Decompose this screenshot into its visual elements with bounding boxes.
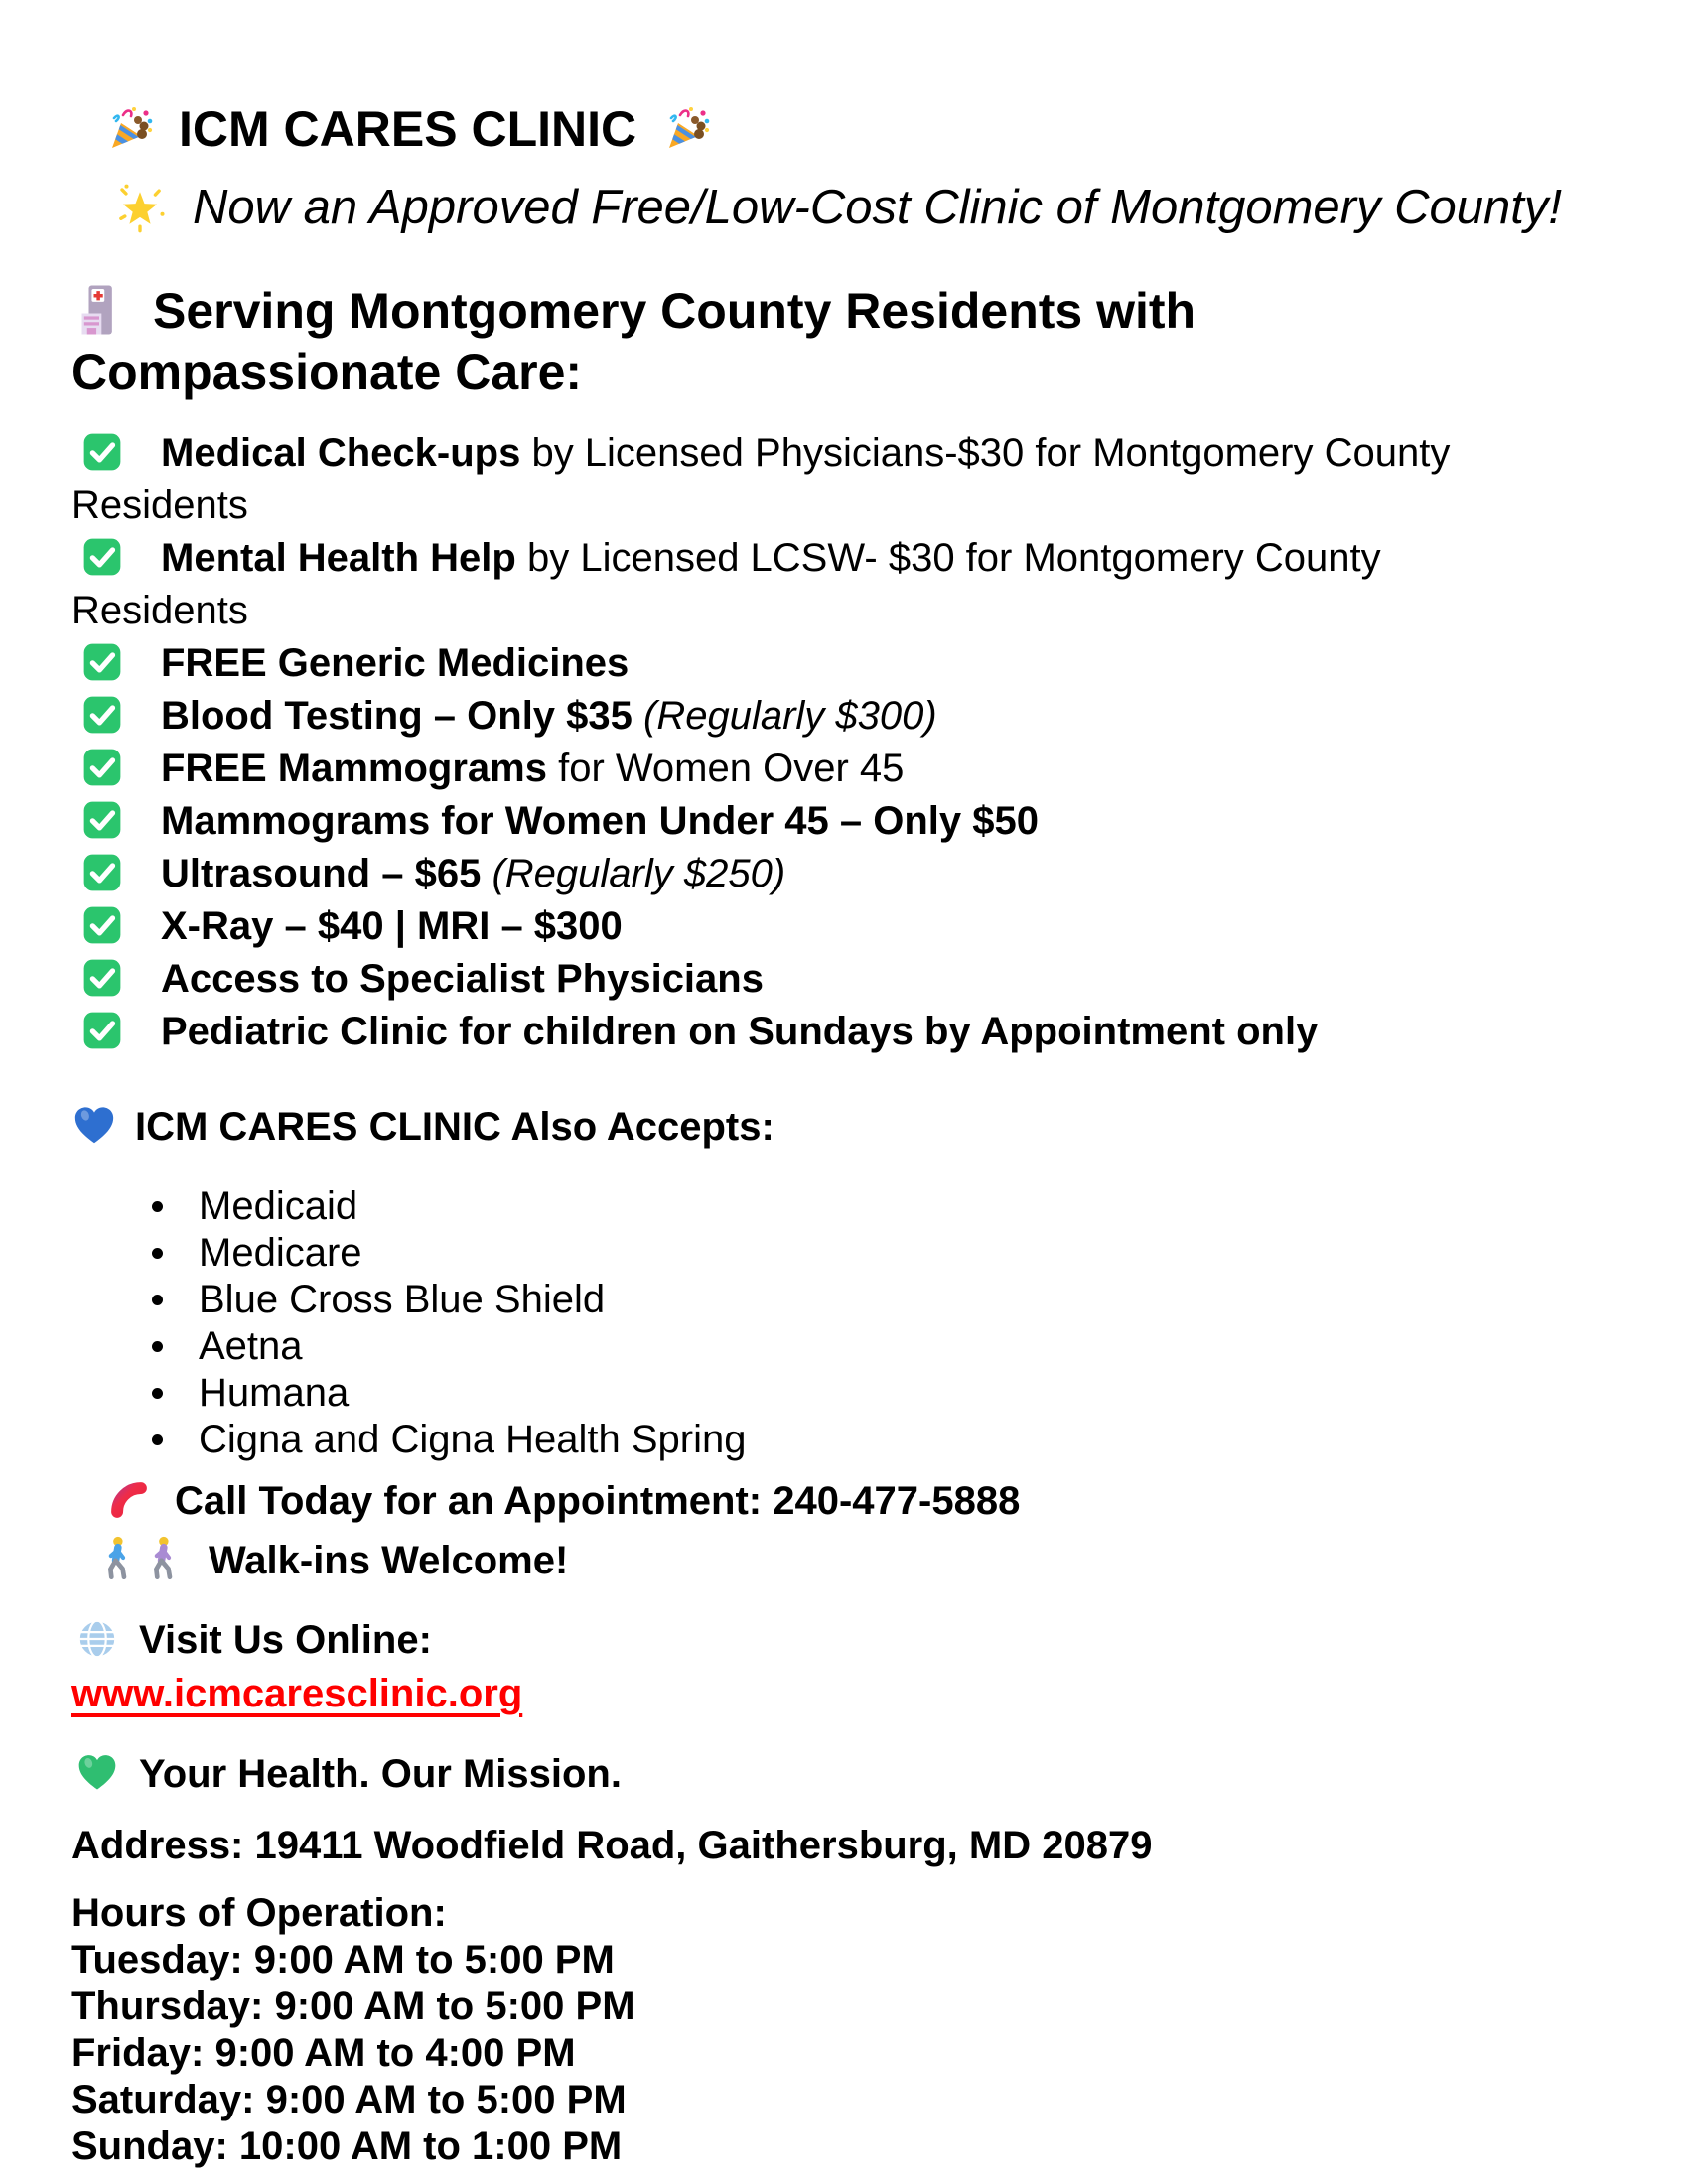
insurance-item-text: Blue Cross Blue Shield [199,1278,606,1321]
service-item [71,953,1541,1006]
service-item [71,637,1541,690]
green-check-icon [81,747,123,788]
insurance-item [71,1230,1617,1277]
hours-lines [71,1937,1617,2170]
green-check-icon [81,694,123,736]
party-popper-icon [105,105,153,153]
service-item [71,1006,1541,1058]
website-link[interactable]: www.icmcaresclinic.org [71,1672,523,1715]
hours-block [71,1890,1617,2170]
bullet-dot-icon [152,1248,163,1259]
insurance-item [71,1370,1617,1417]
bullet-dot-icon [152,1388,163,1399]
green-check-icon [81,641,123,683]
service-item-bold-text: Ultrasound – $65 [161,852,482,895]
green-check-icon [81,852,123,893]
hours-line: Tuesday: 9:00 AM to 5:00 PM [71,1938,615,1981]
green-heart-icon [75,1751,119,1795]
mission-text: Your Health. Our Mission. [139,1752,622,1796]
insurance-item [71,1417,1617,1463]
hours-heading: Hours of Operation: [71,1891,447,1935]
service-item-bold-text: Medical Check-ups [161,431,521,475]
website-line [71,1668,1617,1720]
service-item-bold-text: Access to Specialist Physicians [161,957,764,1001]
call-line [71,1473,1617,1529]
page-subtitle: Now an Approved Free/Low-Cost Clinic of Montgomery County! [193,181,1562,234]
globe-icon [75,1617,119,1661]
insurance-heading-text: ICM CARES CLINIC Also Accepts: [135,1105,774,1149]
mission-line [71,1746,1617,1802]
bullet-dot-icon [152,1434,163,1445]
hours-line: Thursday: 9:00 AM to 5:00 PM [71,1984,635,2028]
insurance-item-text: Medicaid [199,1184,358,1228]
service-item-bold-text: Mental Health Help [161,536,516,580]
insurance-item [71,1277,1617,1323]
green-check-icon [81,904,123,946]
hours-line: Friday: 9:00 AM to 4:00 PM [71,2031,576,2075]
service-item-bold-text: X-Ray – $40 | MRI – $300 [161,904,623,948]
service-item-bold-text: Pediatric Clinic for children on Sundays by Appointment only [161,1010,1319,1053]
hours-line: Saturday: 9:00 AM to 5:00 PM [71,2078,627,2121]
services-heading-text: Serving Montgomery County Residents with Compassionate Care: [71,283,1196,400]
blue-heart-icon [71,1103,117,1149]
hospital-icon [71,282,127,338]
service-item-italic-text: (Regularly $250) [481,852,786,895]
address-line: Address: 19411 Woodfield Road, Gaithersburg, MD 20879 [71,1824,1153,1867]
telephone-receiver-icon [107,1478,151,1522]
green-check-icon [81,431,123,473]
services-heading [71,280,1263,403]
bullet-dot-icon [152,1201,163,1212]
visit-online-line [71,1612,1617,1668]
visit-online-text: Visit Us Online: [139,1618,432,1662]
service-item-bold-text: FREE Generic Medicines [161,641,630,685]
green-check-icon [81,957,123,999]
insurance-item-text: Aetna [199,1324,303,1368]
service-item [71,427,1541,532]
service-item [71,795,1541,848]
hours-line: Sunday: 10:00 AM to 1:00 PM [71,2124,623,2168]
service-item-regular-text: by Licensed LCSW- $30 for Montgomery County Residents [71,536,1381,632]
insurance-item-text: Cigna and Cigna Health Spring [199,1418,747,1461]
page-subtitle-row [71,179,1617,236]
walkins-text: Walk-ins Welcome! [209,1539,569,1582]
green-check-icon [81,799,123,841]
green-check-icon [81,1010,123,1051]
insurance-heading [71,1102,1617,1152]
insurance-item [71,1183,1617,1230]
service-item-bold-text: Mammograms for Women Under 45 – Only $50 [161,799,1039,843]
bullet-dot-icon [152,1295,163,1305]
insurance-list [71,1183,1617,1463]
green-check-icon [81,536,123,578]
call-text: Call Today for an Appointment: 240-477-5888 [175,1479,1021,1523]
insurance-item-text: Humana [199,1371,350,1415]
service-item-bold-text: FREE Mammograms [161,747,547,790]
service-item-regular-text: by Licensed Physicians-$30 for Montgomery County Residents [71,431,1451,527]
service-item [71,848,1541,900]
page-title: ICM CARES CLINIC [179,101,637,157]
service-item-regular-text: for Women Over 45 [546,747,905,790]
service-item-bold-text: Blood Testing – Only $35 [161,694,633,738]
glowing-star-icon [113,181,167,234]
service-item-italic-text: (Regularly $300) [632,694,937,738]
insurance-item [71,1323,1617,1370]
walking-person-icon [101,1535,131,1580]
service-item [71,690,1541,743]
service-item [71,900,1541,953]
service-item [71,743,1541,795]
page-title-row [71,0,1617,157]
walkins-line [71,1533,1617,1588]
bullet-dot-icon [152,1341,163,1352]
insurance-item-text: Medicare [199,1231,362,1275]
services-list [71,427,1541,1058]
party-popper-icon [662,105,710,153]
service-item [71,532,1541,637]
walking-person-icon [147,1535,177,1580]
